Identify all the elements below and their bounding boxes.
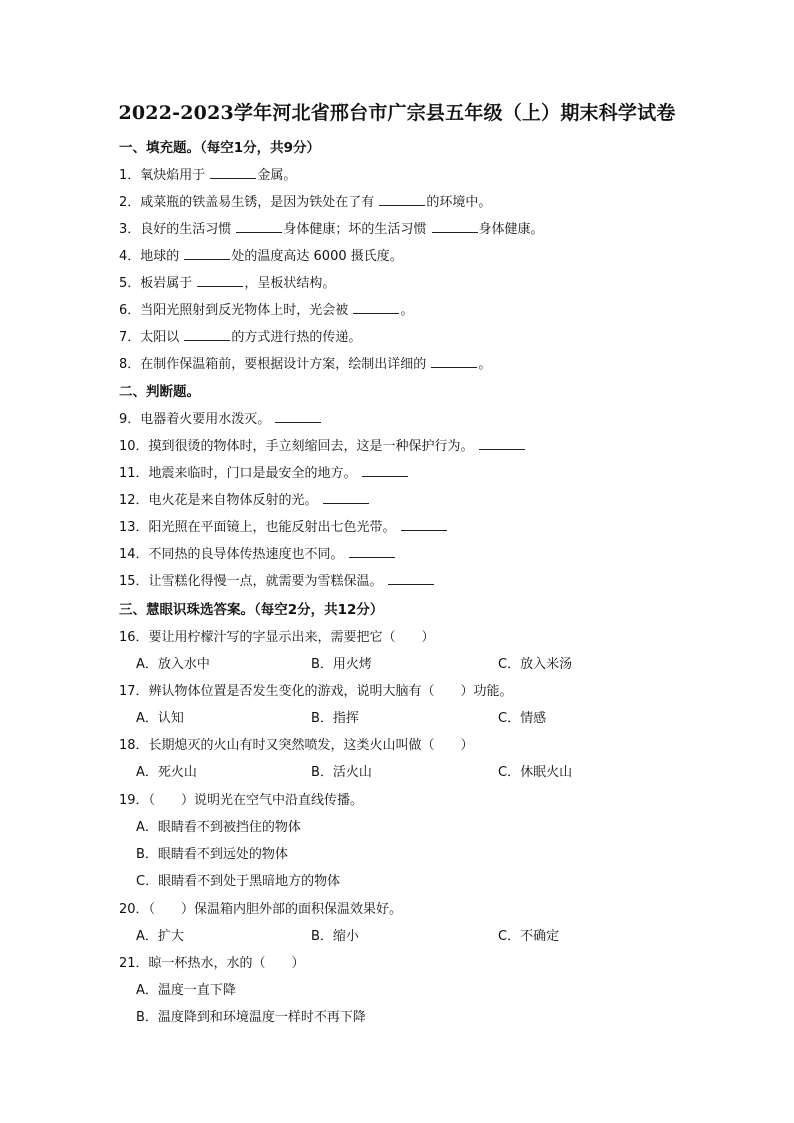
question-5: 5．板岩属于 ，呈板状结构。 [119, 276, 336, 291]
option-a[interactable]: A．死火山 [136, 765, 197, 780]
question-16: 16．要让用柠檬汁写的字显示出来，需要把它（ ） [119, 630, 435, 645]
option-b[interactable]: B．用火烤 [311, 657, 372, 672]
option-a[interactable]: A．放入水中 [136, 657, 210, 672]
section-true-false: 二、判断题。 [119, 384, 200, 400]
question-4: 4．地球的 处的温度高达 6000 摄氏度。 [119, 249, 403, 264]
question-14: 14．不同热的良导体传热速度也不同。 [119, 543, 396, 562]
option-c[interactable]: C．眼睛看不到处于黑暗地方的物体 [136, 874, 341, 889]
question-21: 21．晾一杯热水，水的（ ） [119, 956, 305, 971]
option-b[interactable]: B．缩小 [311, 929, 359, 944]
section-multiple-choice: 三、慧眼识珠选答案。（每空2分，共12分） [119, 602, 384, 618]
answer-blank[interactable] [349, 546, 395, 558]
answer-blank[interactable] [388, 573, 434, 585]
question-7: 7．太阳以 的方式进行热的传递。 [119, 330, 362, 345]
answer-blank[interactable] [379, 194, 425, 206]
option-b[interactable]: B．眼睛看不到远处的物体 [136, 847, 288, 862]
answer-blank[interactable] [432, 221, 478, 233]
question-11: 11．地震来临时，门口是最安全的地方。 [119, 462, 409, 481]
exam-title: 2022-2023学年河北省邢台市广宗县五年级（上）期末科学试卷 [118, 102, 676, 124]
answer-blank[interactable] [184, 248, 230, 260]
question-1: 1．氧炔焰用于 金属。 [119, 168, 297, 183]
answer-blank[interactable] [184, 329, 230, 341]
answer-blank[interactable] [323, 492, 369, 504]
option-c[interactable]: C．情感 [498, 711, 547, 726]
option-b[interactable]: B．温度降到和环境温度一样时不再下降 [136, 1010, 366, 1025]
question-12: 12．电火花是来自物体反射的光。 [119, 489, 370, 508]
question-2: 2．咸菜瓶的铁盖易生锈，是因为铁处在了有 的环境中。 [119, 195, 492, 210]
option-a[interactable]: A．眼睛看不到被挡住的物体 [136, 820, 301, 835]
option-c[interactable]: C．休眠火山 [498, 765, 573, 780]
answer-blank[interactable] [210, 167, 256, 179]
question-10: 10．摸到很烫的物体时，手立刻缩回去，这是一种保护行为。 [119, 435, 526, 454]
answer-blank[interactable] [362, 465, 408, 477]
option-b[interactable]: B．指挥 [311, 711, 359, 726]
option-a[interactable]: A．温度一直下降 [136, 983, 236, 998]
answer-blank[interactable] [401, 519, 447, 531]
answer-blank[interactable] [431, 356, 477, 368]
question-15: 15．让雪糕化得慢一点，就需要为雪糕保温。 [119, 570, 435, 589]
option-c[interactable]: C．不确定 [498, 929, 560, 944]
answer-blank[interactable] [197, 275, 243, 287]
question-13: 13．阳光照在平面镜上，也能反射出七色光带。 [119, 516, 448, 535]
question-3: 3．良好的生活习惯 身体健康；坏的生活习惯 身体健康。 [119, 222, 544, 237]
option-c[interactable]: C．放入米汤 [498, 657, 573, 672]
question-19: 19．（ ）说明光在空气中沿直线传播。 [119, 793, 364, 808]
option-b[interactable]: B．活火山 [311, 765, 372, 780]
answer-blank[interactable] [275, 411, 321, 423]
question-20: 20．（ ）保温箱内胆外部的面积保温效果好。 [119, 902, 403, 917]
option-a[interactable]: A．认知 [136, 711, 184, 726]
answer-blank[interactable] [353, 302, 399, 314]
answer-blank[interactable] [479, 438, 525, 450]
answer-blank[interactable] [236, 221, 282, 233]
question-6: 6．当阳光照射到反光物体上时，光会被 。 [119, 303, 414, 318]
section-fill-blank: 一、填充题。（每空1分，共9分） [119, 140, 321, 156]
question-17: 17．辨认物体位置是否发生变化的游戏，说明大脑有（ ）功能。 [119, 684, 513, 699]
option-a[interactable]: A．扩大 [136, 929, 184, 944]
question-18: 18．长期熄灭的火山有时又突然喷发，这类火山叫做（ ） [119, 738, 474, 753]
question-9: 9．电器着火要用水泼灭。 [119, 408, 322, 427]
question-8: 8．在制作保温箱前，要根据设计方案，绘制出详细的 。 [119, 357, 492, 372]
